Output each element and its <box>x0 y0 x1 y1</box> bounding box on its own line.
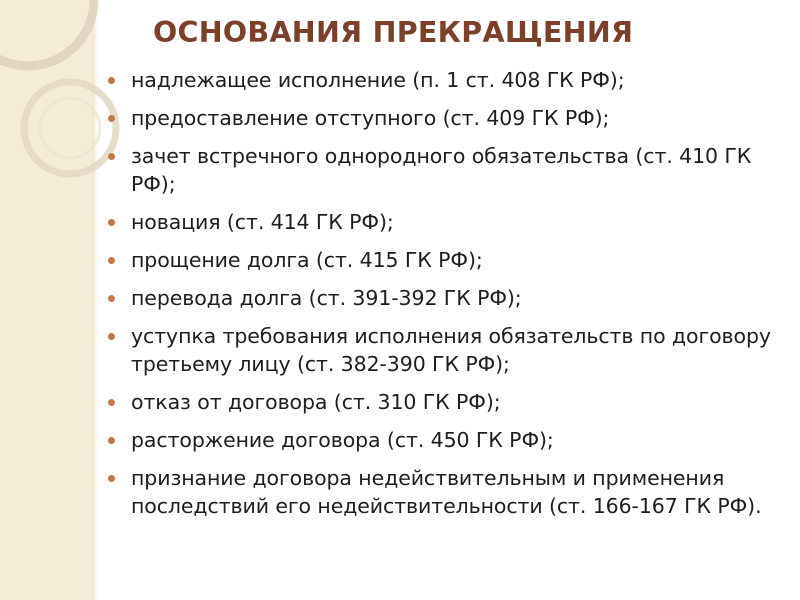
bullet-dot-icon <box>108 399 115 406</box>
list-item-text: расторжение договора (ст. 450 ГК РФ); <box>131 428 554 452</box>
slide-title: ОСНОВАНИЯ ПРЕКРАЩЕНИЯ <box>153 16 634 49</box>
bullet-dot-icon <box>108 295 115 302</box>
list-item <box>104 208 794 236</box>
list-item-text: новация (ст. 414 ГК РФ); <box>131 210 394 234</box>
bullet-dot-icon <box>108 437 115 444</box>
list-item-text: прощение долга (ст. 415 ГК РФ); <box>131 248 483 272</box>
list-item-text: зачет встречного однородного обязательства (ст. 410 ГК РФ); <box>131 144 752 196</box>
list-item <box>104 388 794 416</box>
list-item <box>104 284 794 312</box>
list-item <box>104 104 794 132</box>
list-item-text: уступка требования исполнения обязательств по договору третьему лицу (ст. 382-390 ГК РФ); <box>131 324 771 376</box>
deco-circle-inner <box>40 98 100 158</box>
list-item <box>104 426 794 454</box>
list-item <box>104 464 794 520</box>
list-item <box>104 66 794 94</box>
bullet-dot-icon <box>108 77 115 84</box>
list-item-text: предоставление отступного (ст. 409 ГК РФ); <box>131 106 610 130</box>
bullet-dot-icon <box>108 219 115 226</box>
bullet-list <box>104 66 794 530</box>
deco-circle-large <box>0 0 94 66</box>
list-item-text: перевода долга (ст. 391-392 ГК РФ); <box>131 286 522 310</box>
bullet-dot-icon <box>108 257 115 264</box>
list-item-text: отказ от договора (ст. 310 ГК РФ); <box>131 390 501 414</box>
list-item <box>104 246 794 274</box>
bullet-dot-icon <box>108 153 115 160</box>
list-item <box>104 322 794 378</box>
list-item-text: признание договора недействительным и применения последствий его недействительности (ст. 166-167 ГК РФ). <box>131 466 762 518</box>
bullet-dot-icon <box>108 333 115 340</box>
deco-circle-small <box>24 82 116 174</box>
list-item <box>104 142 794 198</box>
bullet-dot-icon <box>108 475 115 482</box>
bullet-dot-icon <box>108 115 115 122</box>
list-item-text: надлежащее исполнение (п. 1 ст. 408 ГК РФ); <box>131 68 625 92</box>
